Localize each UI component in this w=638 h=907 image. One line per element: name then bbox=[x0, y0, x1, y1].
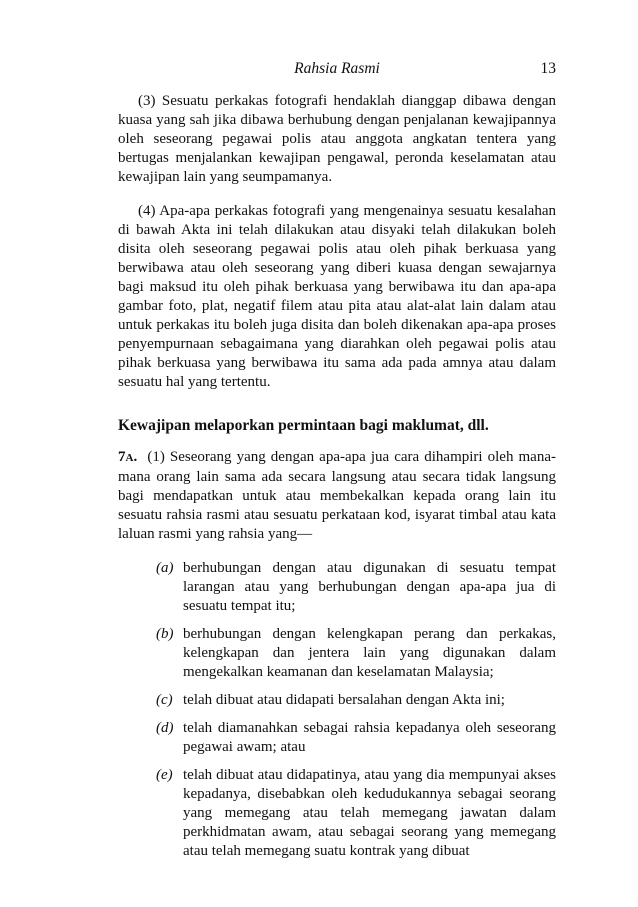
section-intro-text: (1) Seseorang yang dengan apa-apa jua cara dihampiri oleh mana-mana orang lain sama ada secara langsung atau secara tidak langsung bagi mendapatkan untuk atau membekalkan kepada orang lain itu sesuatu rahsia rasmi atau sesuatu perkataan kod, isyarat timbal atau kata laluan rasmi yang rahsia yang— bbox=[118, 449, 556, 542]
page-number: 13 bbox=[540, 60, 556, 77]
list-item-text: telah dibuat atau didapatinya, atau yang dia mempunyai akses kepadanya, disebabkan oleh kedudukannya sebagai seorang yang memegang atau telah memegang jawatan dalam perkhidmatan awam, atau sebagai seorang yang memegang atau telah memegang suatu kontrak yang dibuat bbox=[183, 767, 556, 859]
list-item bbox=[118, 766, 556, 861]
list-item bbox=[118, 625, 556, 682]
section-7a-intro bbox=[118, 448, 556, 544]
list-item-text: berhubungan dengan atau digunakan di sesuatu tempat larangan atau yang berhubungan dengan apa-apa jua di sesuatu tempat itu; bbox=[183, 560, 556, 614]
list-item-text: telah diamanahkan sebagai rahsia kepadanya oleh seseorang pegawai awam; atau bbox=[183, 720, 556, 755]
list-item bbox=[118, 559, 556, 616]
subparagraph-list bbox=[118, 559, 556, 861]
list-item-label: (a) bbox=[156, 560, 174, 576]
section-number-suffix: A bbox=[125, 452, 134, 464]
section-number bbox=[118, 449, 137, 465]
section-heading: Kewajipan melaporkan permintaan bagi maklumat, dll. bbox=[118, 417, 489, 434]
list-item-label: (d) bbox=[156, 720, 174, 736]
list-item-label: (e) bbox=[156, 767, 173, 783]
list-item-text: berhubungan dengan kelengkapan perang dan perkakas, kelengkapan dan jentera lain yang digunakan dalam mengekalkan keamanan dan keselamatan Malaysia; bbox=[183, 626, 556, 680]
list-item bbox=[118, 691, 556, 710]
list-item-text: telah dibuat atau didapati bersalahan dengan Akta ini; bbox=[183, 692, 505, 708]
body-text bbox=[118, 92, 556, 870]
running-header bbox=[118, 60, 556, 82]
section-number-main: 7 bbox=[118, 449, 126, 465]
section-number-dot: . bbox=[133, 449, 138, 465]
running-title: Rahsia Rasmi bbox=[294, 60, 380, 77]
list-item bbox=[118, 719, 556, 757]
list-item-label: (b) bbox=[156, 626, 174, 642]
list-item-label: (c) bbox=[156, 692, 173, 708]
paragraph-subsection-4: (4) Apa-apa perkakas fotografi yang mengenainya sesuatu kesalahan di bawah Akta ini telah dilakukan atau disyaki telah dilakukan boleh disita oleh seseorang pegawai polis atau oleh pihak berkuasa yang berwibawa atau oleh seseorang yang diberi kuasa dengan sewajarnya bagi maksud itu oleh pihak berkuasa yang berwibawa itu dan apa-apa gambar foto, plat, negatif filem atau pita atau alat-alat lain dalam atau untuk perkakas itu boleh juga disita dan boleh dikenakan apa-apa proses penyempurnaan sebagaimana yang diarahkan oleh pegawai polis atau pihak berkuasa yang berwibawa itu sama ada pada amnya atau dalam sesuatu hal yang tertentu. bbox=[118, 203, 556, 390]
paragraph-subsection-3: (3) Sesuatu perkakas fotografi hendaklah dianggap dibawa dengan kuasa yang sah jika dibawa berhubung dengan penjalanan kewajipannya oleh seseorang pegawai polis atau anggota angkatan tentera yang bertugas menjalankan kewajipan pengawal, peronda keselamatan atau kewajipan lain yang seumpamanya. bbox=[118, 93, 556, 185]
